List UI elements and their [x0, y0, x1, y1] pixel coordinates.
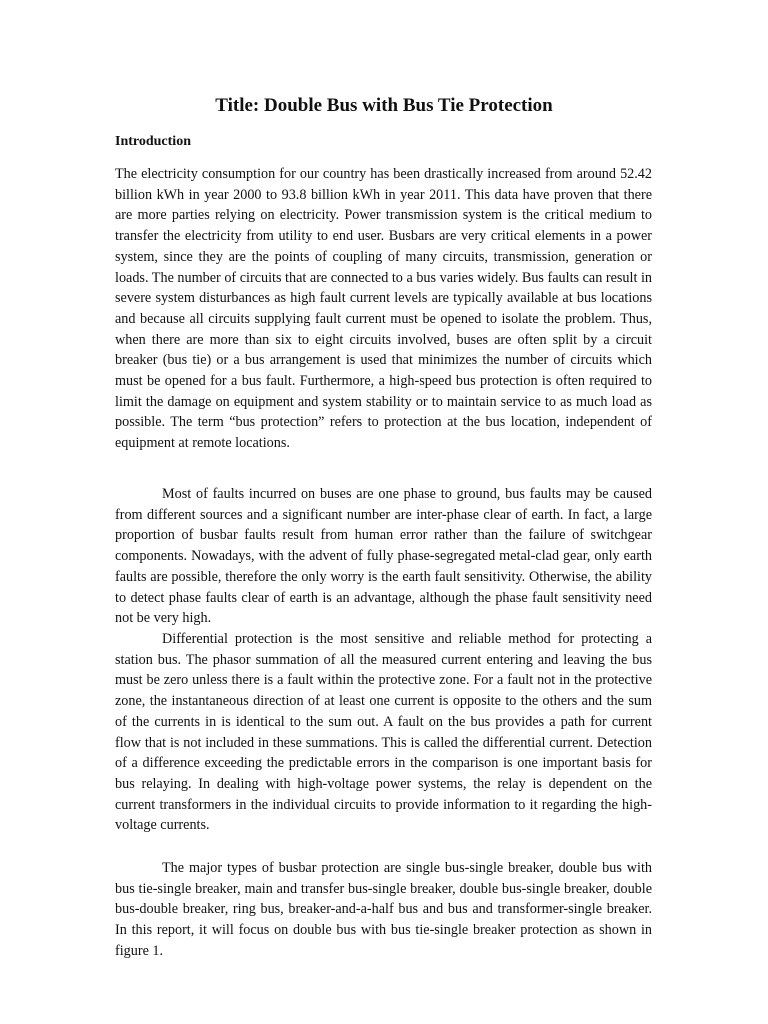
page-title: Title: Double Bus with Bus Tie Protection [215, 95, 553, 116]
paragraph-4: The major types of busbar protection are single bus-single breaker, double bus with bus tie-single breaker, main and transfer bus-single breaker, double bus-single breaker, double bus-double breaker, ring bus, breaker-and-a-half bus and bus and transformer-single breaker. In this report, it will focus on double bus with bus tie-single breaker protection as shown in figure 1. [115, 860, 652, 959]
paragraph-1: The electricity consumption for our country has been drastically increased from around 52.42 billion kWh in year 2000 to 93.8 billion kWh in year 2011. This data have proven that there are more parties relying on electricity. Power transmission system is the critical medium to transfer the electricity from utility to end user. Busbars are very critical elements in a power system, since they are the points of coupling of many circuits, transmission, generation or loads. The number of circuits that are connected to a bus varies widely. Bus faults can result in severe system disturbances as high fault current levels are typically available at bus locations and because all circuits supplying fault current must be opened to isolate the problem. Thus, when there are more than six to eight circuits involved, buses are often split by a circuit breaker (bus tie) or a bus arrangement is used that minimizes the number of circuits which must be opened for a bus fault. Furthermore, a high-speed bus protection is often required to limit the damage on equipment and system stability or to maintain service to as much load as possible. The term “bus protection” refers to protection at the bus location, independent of equipment at remote locations. [115, 166, 652, 452]
section-heading-introduction: Introduction [115, 134, 191, 149]
paragraph-3: Differential protection is the most sensitive and reliable method for protecting a station bus. The phasor summation of all the measured current entering and leaving the bus must be zero unless there is a fault within the protective zone. For a fault not in the protective zone, the instantaneous direction of at least one current is opposite to the others and the sum of the currents in is identical to the sum out. A fault on the bus provides a path for current flow that is not included in these summations. This is called the differential current. Detection of a difference exceeding the predictable errors in the comparison is one important basis for bus relaying. In dealing with high-voltage power systems, the relay is dependent on the current transformers in the individual circuits to provide information to it regarding the high-voltage currents. [115, 631, 652, 834]
paragraph-2: Most of faults incurred on buses are one phase to ground, bus faults may be caused from different sources and a significant number are inter-phase clear of earth. In fact, a large proportion of busbar faults result from human error rather than the failure of switchgear components. Nowadays, with the advent of fully phase-segregated metal-clad gear, only earth faults are possible, therefore the only worry is the earth fault sensitivity. Otherwise, the ability to detect phase faults clear of earth is an advantage, although the phase fault sensitivity need not be very high. [115, 486, 652, 627]
